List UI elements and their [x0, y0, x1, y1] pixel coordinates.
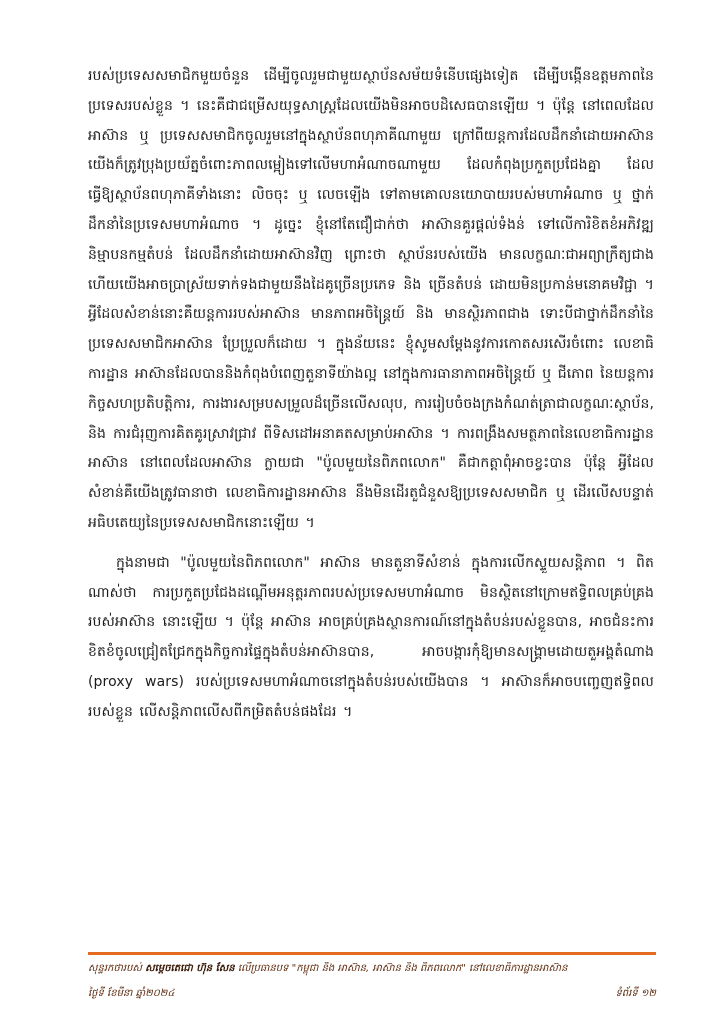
body-text — [88, 62, 654, 728]
footer-meta — [88, 986, 656, 1002]
paragraph-2: ក្នុងនាមជា "ប៉ូលមួយនៃពិភពលោក" អាស៊ាន មានតួនាទីសំខាន់ ក្នុងការលើកស្ទួយសន្តិភាព ។ ពិតណាស់ថា ការប្រកួតប្រជែងដណ្ដើមអនុត្តរភាពរបស់ប្រទេសមហាអំណាច មិនស្ថិតនៅក្រោមឥទ្ធិពលគ្រប់គ្រងរបស់អាស៊ាន នោះឡើយ ។ ប៉ុន្តែ អាស៊ាន អាចគ្រប់គ្រងស្ថានការណ៍នៅក្នុងតំបន់របស់ខ្លួនបាន, អាចជំនះការខិតខំចូលជ្រៀតជ្រែកក្នុងកិច្ចការផ្ទៃក្នុងតំបន់អាស៊ានបាន, អាចបង្ការកុំឱ្យមានសង្គ្រាមដោយតួអង្គតំណាង (proxy wars) របស់ប្រទេសមហាអំណាចនៅក្នុងតំបន់របស់យើងបាន ។ អាស៊ានក៏អាចបញ្ចេញឥទ្ធិពលរបស់ខ្លួន លើសន្តិភាពលើសពីកម្រិតតំបន់ផងដែរ ។ — [88, 554, 654, 720]
footer-prefix: សុន្ទរកថារបស់ — [88, 963, 142, 974]
footer-divider — [88, 952, 656, 955]
paragraph-1: របស់ប្រទេសសមាជិកមួយចំនួន ដើម្បីចូលរួមជាមួយស្ថាប័នសម័យទំនើបផ្សេងទៀត ដើម្បីបង្កើនឧត្តមភាពនៃប្រទេសរបស់ខ្លួន ។ នេះគឺជាជម្រើសយុទ្ធសាស្ត្រដែលយើងមិនអាចបដិសេធបានឡើយ ។ ប៉ុន្តែ នៅពេលដែលអាស៊ាន ឬ ប្រទេសសមាជិកចូលរួមនៅក្នុងស្ថាប័នពហុភាគីណាមួយ ក្រៅពីយន្តការដែលដឹកនាំដោយអាស៊ាន យើងក៏ត្រូវប្រុងប្រយ័ត្នចំពោះភាពលម្អៀងទៅលើមហាអំណាចណាមួយ ដែលកំពុងប្រកួតប្រជែងគ្នា ដែលធ្វើឱ្យស្ថាប័នពហុភាគីទាំងនោះ លិចចុះ ឬ លេចឡើង ទៅតាមគោលនយោបាយរបស់មហាអំណាច ឬ ថ្នាក់ដឹកនាំនៃប្រទេសមហាអំណាច ។ ដូច្នេះ ខ្ញុំនៅតែជឿជាក់ថា អាស៊ានគួរផ្ដល់ទំងន់ ទៅលើការិខិតខំអភិវឌ្ឍនិម្មាបនកម្មតំបន់ ដែលដឹកនាំដោយអាស៊ានវិញ ព្រោះថា ស្ថាប័នរបស់យើង មានលក្ខណៈជាអព្យាក្រឹត្យជាង ហើយយើងអាចប្រាស្រ័យទាក់ទងជាមួយនឹងដៃគូច្រើនប្រភេទ និង ច្រើនតំបន់ ដោយមិនប្រកាន់មនោគមវិជ្ជា ។ អ្វីដែលសំខាន់នោះគឺយន្តការរបស់អាស៊ាន មានភាពអចិន្ត្រៃយ៍ និង មានស្ថិរភាពជាង ទោះបីជាថ្នាក់ដឹកនាំនៃប្រទេសសមាជិកអាស៊ាន ប្រែប្រួលក៏ដោយ ។ ក្នុងន័យនេះ ខ្ញុំសូមសម្ដែងនូវការកោតសរសើរចំពោះ លេខាធិការដ្ឋាន អាស៊ានដែលបាននិងកំពុងបំពេញតួនាទីយ៉ាងល្អ នៅក្នុងការធានាភាពអចិន្ត្រៃយ៍ ឬ ជីភោព នៃយន្តការកិច្ចសហប្រតិបត្តិការ, ការងារសម្របសម្រួលដ៏ច្រើនលើសលុប, ការរៀបចំចងក្រងកំណត់ត្រាជាលក្ខណៈស្ថាប័ន, និង ការជំរុញការគិតគូរស្រាវជ្រាវ ពីទិសដៅអនាគតសម្រាប់អាស៊ាន ។ ការពង្រឹងសមត្ថភាពនៃលេខាធិការដ្ឋានអាស៊ាន នៅពេលដែលអាស៊ាន ក្លាយជា "ប៉ូលមួយនៃពិភពលោក" គឺជាកត្តាពុំអាចខ្វះបាន ប៉ុន្តែ អ្វីដែលសំខាន់គឺយើងត្រូវធានាថា លេខាធិការដ្ឋានអាស៊ាន នឹងមិនដើរតួជំនួសឱ្យប្រទេសសមាជិក ឬ ដើរលើសបន្ទាត់អធិបតេយ្យនៃប្រទេសសមាជិកនោះឡើយ ។ — [88, 68, 654, 531]
footer-citation — [88, 962, 656, 976]
page-number: ទំព័រទី ១២ — [615, 988, 656, 999]
footer-speaker: សម្ដេចតេជោ ហ៊ុន សែន — [145, 963, 235, 974]
footer-title: លើប្រធានបទ "កម្ពុជា និង អាស៊ាន, អាស៊ាន និង ពិភពលោក" នៅលេខាធិការដ្ឋានអាស៊ាន — [237, 963, 568, 974]
footer-date: ថ្ងៃទី ខែមីនា ឆ្នាំ២០២៤ — [88, 988, 175, 999]
